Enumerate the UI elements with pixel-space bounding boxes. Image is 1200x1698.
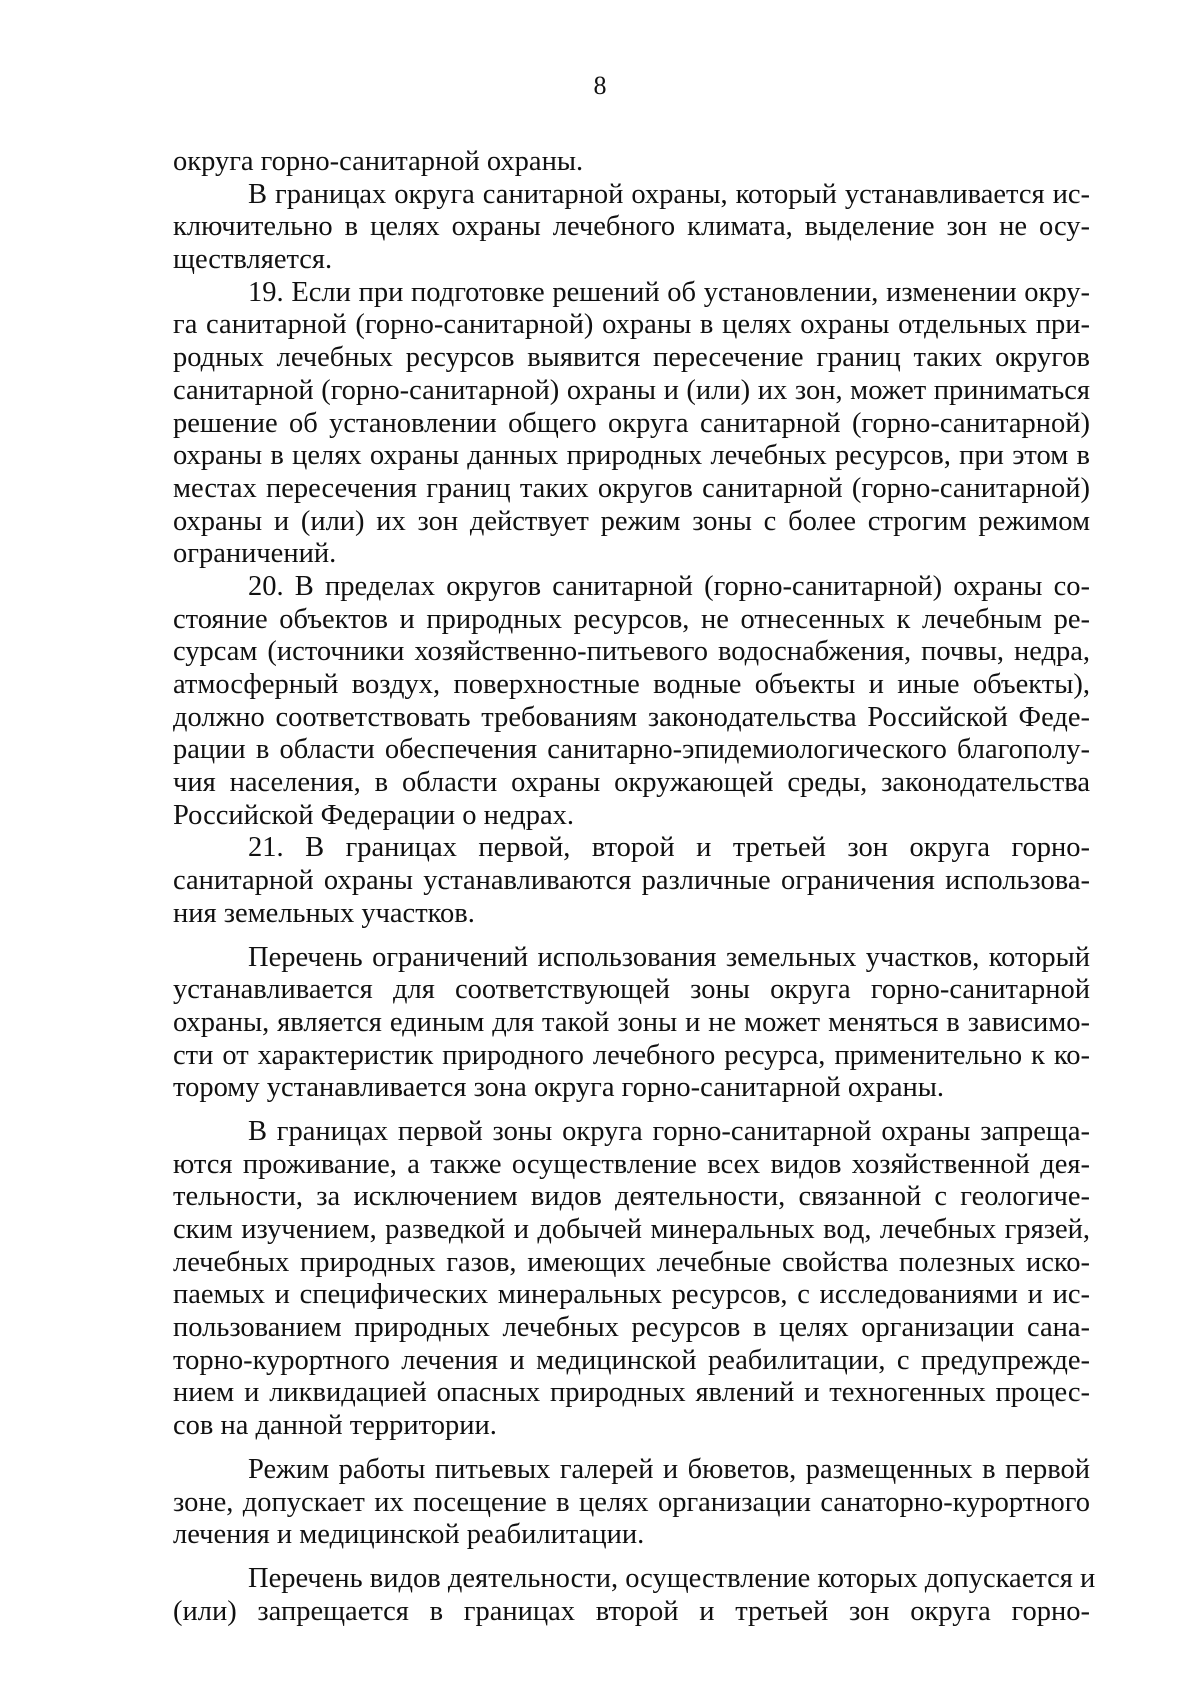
text-line: ключительно в целях охраны лечебного климата, выделение зон не осу- xyxy=(173,211,1090,243)
text-line: ются проживание, а также осуществление всех видов хозяйственной дея- xyxy=(173,1148,1090,1180)
text-line: (или) запрещается в границах второй и третьей зон округа горно- xyxy=(173,1595,1090,1627)
text-line: сти от характеристик природного лечебного ресурса, применительно к ко- xyxy=(173,1039,1090,1071)
text-line: Российской Федерации о недрах. xyxy=(173,799,574,831)
text-line: Перечень видов деятельности, осуществление которых допускается и xyxy=(248,1562,1096,1594)
document-body xyxy=(173,146,1096,1628)
text-line: санитарной (горно-санитарной) охраны и (или) их зон, может приниматься xyxy=(173,374,1090,406)
text-line: охраны и (или) их зон действует режим зоны с более строгим режимом xyxy=(173,505,1090,537)
text-line: сурсам (источники хозяйственно-питьевого водоснабжения, почвы, недра, xyxy=(173,636,1090,668)
text-line: должно соответствовать требованиям законодательства Российской Феде- xyxy=(173,701,1090,733)
text-line: 21. В границах первой, второй и третьей зон округа горно- xyxy=(248,832,1090,864)
text-line: устанавливается для соответствующей зоны округа горно-санитарной xyxy=(173,974,1090,1006)
text-line: санитарной охраны устанавливаются различные ограничения использова- xyxy=(173,865,1090,897)
page-number: 8 xyxy=(593,71,607,100)
text-line: нием и ликвидацией опасных природных явлений и техногенных процес- xyxy=(173,1377,1090,1409)
text-line: паемых и специфических минеральных ресурсов, с исследованиями и ис- xyxy=(173,1279,1090,1311)
text-line: атмосферный воздух, поверхностные водные объекты и иные объекты), xyxy=(173,669,1090,700)
text-line: зоне, допускает их посещение в целях организации санаторно-курортного xyxy=(173,1486,1090,1518)
text-line: лечебных природных газов, имеющих лечебные свойства полезных иско- xyxy=(173,1246,1090,1278)
text-line: решение об установлении общего округа санитарной (горно-санитарной) xyxy=(173,407,1090,439)
text-line: чия населения, в области охраны окружающей среды, законодательства xyxy=(173,767,1090,799)
text-line: Режим работы питьевых галерей и бюветов, размещенных в первой xyxy=(248,1453,1090,1485)
text-line: В границах первой зоны округа горно-санитарной охраны запреща- xyxy=(248,1115,1090,1147)
text-line: га санитарной (горно-санитарной) охраны в целях охраны отдельных при- xyxy=(173,309,1090,341)
text-line: 19. Если при подготовке решений об установлении, изменении окру- xyxy=(248,276,1090,308)
text-line: ния земельных участков. xyxy=(173,897,475,929)
text-line: ским изучением, разведкой и добычей минеральных вод, лечебных грязей, xyxy=(173,1214,1090,1245)
text-line: охраны в целях охраны данных природных лечебных ресурсов, при этом в xyxy=(173,440,1090,472)
text-line: ограничений. xyxy=(173,538,337,570)
text-line: ществляется. xyxy=(173,244,333,276)
text-line: Перечень ограничений использования земельных участков, который xyxy=(248,941,1090,973)
text-line: 20. В пределах округов санитарной (горно-санитарной) охраны со- xyxy=(248,570,1090,602)
text-line: рации в области обеспечения санитарно-эпидемиологического благополу- xyxy=(173,734,1090,766)
text-line: торно-курортного лечения и медицинской реабилитации, с предупрежде- xyxy=(173,1344,1090,1376)
text-line: лечения и медицинской реабилитации. xyxy=(173,1519,645,1551)
text-line: пользованием природных лечебных ресурсов в целях организации сана- xyxy=(173,1312,1090,1344)
text-line: местах пересечения границ таких округов санитарной (горно-санитарной) xyxy=(173,472,1090,504)
text-line: торому устанавливается зона округа горно-санитарной охраны. xyxy=(173,1072,945,1104)
text-line: тельности, за исключением видов деятельности, связанной с геологиче- xyxy=(173,1181,1090,1213)
text-line: стояние объектов и природных ресурсов, не отнесенных к лечебным ре- xyxy=(173,603,1090,635)
text-line: охраны, является единым для такой зоны и не может меняться в зависимо- xyxy=(173,1006,1090,1038)
text-line: В границах округа санитарной охраны, который устанавливается ис- xyxy=(248,178,1090,210)
text-line: округа горно-санитарной охраны. xyxy=(173,146,584,177)
text-line: родных лечебных ресурсов выявится пересечение границ таких округов xyxy=(173,342,1090,374)
text-line: сов на данной территории. xyxy=(173,1410,497,1442)
